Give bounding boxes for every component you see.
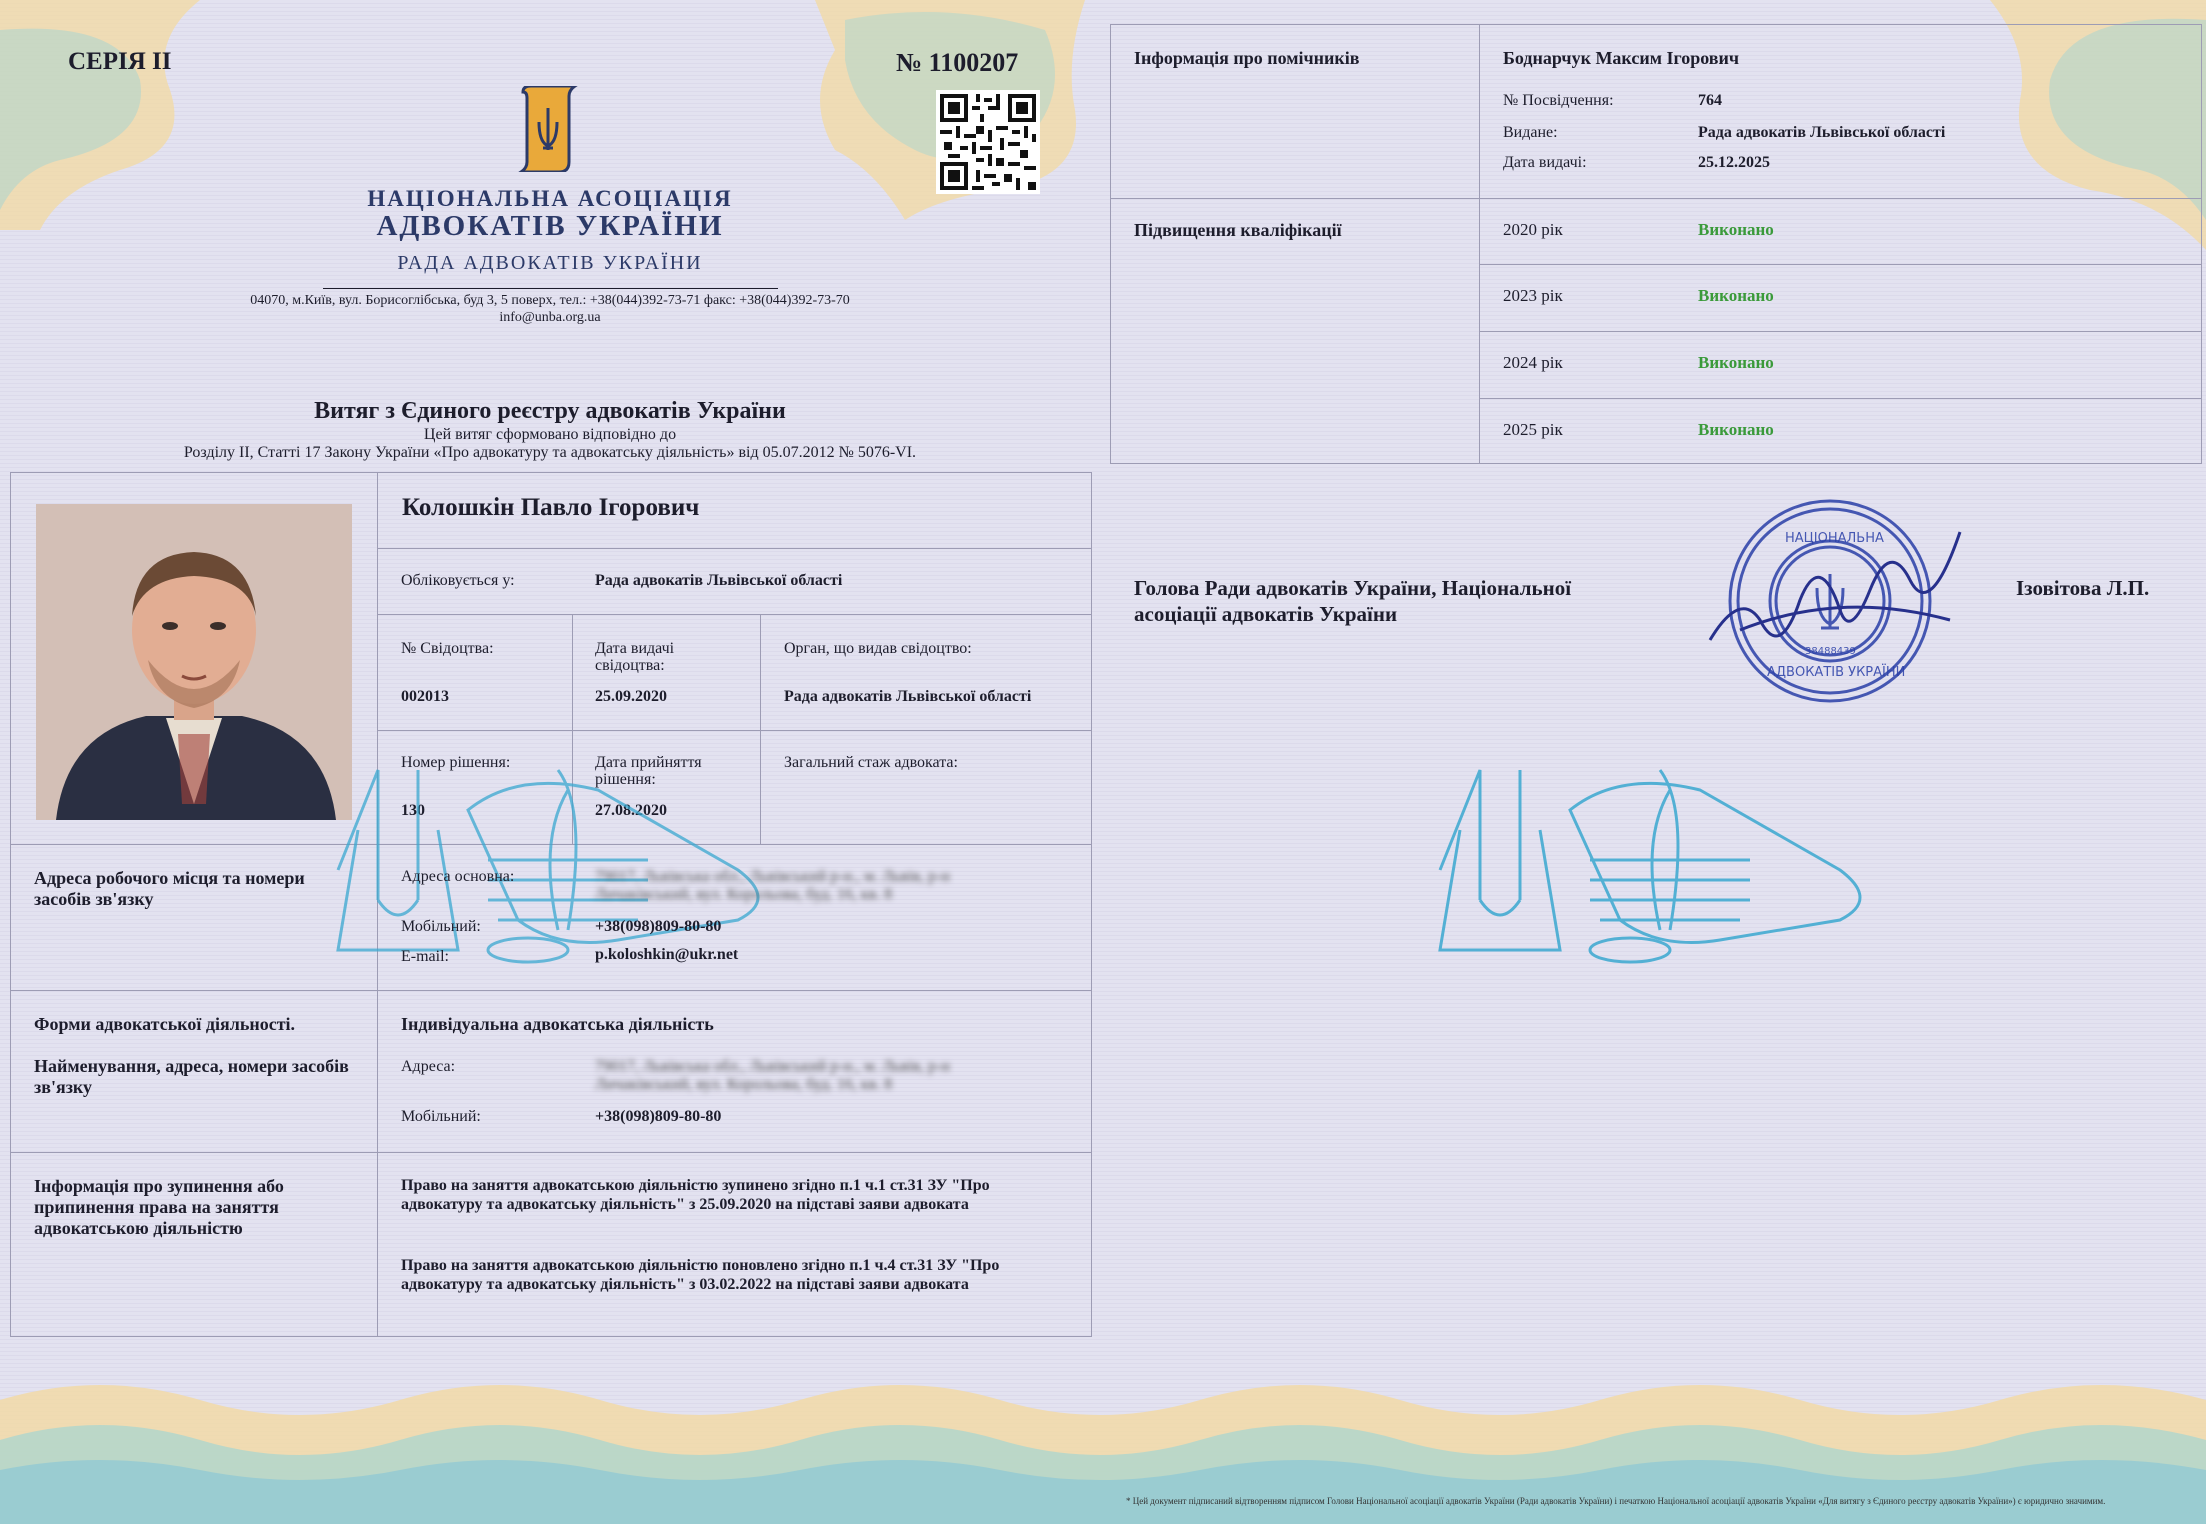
org-name-line-2: АДВОКАТІВ УКРАЇНИ bbox=[376, 210, 724, 242]
certificate-number-label: № Свідоцтва: bbox=[401, 640, 494, 657]
qualification-year: 2025 рік bbox=[1503, 420, 1563, 439]
svg-text:38488439: 38488439 bbox=[1805, 646, 1856, 657]
assistant-issued-label: Видане: bbox=[1503, 124, 1558, 141]
signer-position-line-1: Голова Ради адвокатів України, Національної bbox=[1134, 576, 1572, 600]
workplace-address-line-2: Личаківський, вул. Корольова, буд. 16, кв. 8 bbox=[595, 886, 893, 903]
forms-address-line-1: 79017, Львівська обл., Львівський р-н., м. Львів, р-н bbox=[595, 1058, 950, 1075]
org-email: info@unba.org.ua bbox=[499, 310, 601, 325]
forms-address-label: Адреса: bbox=[401, 1058, 456, 1075]
suspension-entry-1: Право на заняття адвокатською діяльністю зупинено згідно п.1 ч.1 ст.31 ЗУ "Про адвокатуру та адвокатську діяльність" з 25.09.2020 на підставі заяви адвоката bbox=[401, 1177, 990, 1213]
document-title: Витяг з Єдиного реєстру адвокатів України bbox=[314, 398, 786, 424]
workplace-address-line-1: 79017, Львівська обл., Львівський р-н., м. Львів, р-н bbox=[595, 868, 950, 885]
guilloche-top-left-decoration bbox=[0, 0, 200, 230]
workplace-address-label: Адреса основна: bbox=[401, 868, 515, 885]
assistants-label: Інформація про помічників bbox=[1134, 48, 1360, 68]
header-divider bbox=[323, 288, 778, 289]
document-subtitle-1: Цей витяг сформовано відповідно до bbox=[423, 426, 677, 443]
svg-text:АДВОКАТІВ УКРАЇНИ: АДВОКАТІВ УКРАЇНИ bbox=[1767, 665, 1906, 680]
lawyer-photo bbox=[36, 504, 352, 820]
org-address: 04070, м.Київ, вул. Борисоглібська, буд 3, 5 поверх, тел.: +38(044)392-73-71 факс: +38(044)392-73-70 bbox=[250, 293, 850, 308]
decision-date-value: 27.08.2020 bbox=[595, 802, 667, 819]
issuer-label: Орган, що видав свідоцтво: bbox=[784, 640, 972, 657]
qualification-status: Виконано bbox=[1698, 220, 1774, 239]
assistant-date-value: 25.12.2025 bbox=[1698, 154, 1770, 171]
footnote: * Цей документ підписаний відтворенням підписом Голови Національної асоціації адвокатів України (Ради адвокатів України) і печаткою Національної асоціації адвокатів України «Для витягу з Єдиного реєстру адвокатів України») є юридично значимим. bbox=[1126, 1496, 2106, 1506]
workplace-email-value[interactable]: p.koloshkin@ukr.net bbox=[595, 946, 739, 963]
svg-text:НАЦІОНАЛЬНА: НАЦІОНАЛЬНА bbox=[1785, 531, 1884, 546]
workplace-mobile-label: Мобільний: bbox=[401, 918, 481, 935]
org-name-line-1: НАЦІОНАЛЬНА АСОЦІАЦІЯ bbox=[367, 186, 733, 211]
qualification-year: 2020 рік bbox=[1503, 220, 1563, 239]
issuer-value: Рада адвокатів Львівської області bbox=[784, 688, 1032, 705]
signer-position-line-2: асоціації адвокатів України bbox=[1134, 602, 1398, 626]
org-council-name: РАДА АДВОКАТІВ УКРАЇНИ bbox=[397, 252, 703, 274]
law-emblem-right-icon bbox=[1420, 750, 1890, 990]
assistant-name: Боднарчук Максим Ігорович bbox=[1503, 48, 1740, 68]
forms-address-line-2: Личаківський, вул. Корольова, буд. 16, кв. 8 bbox=[595, 1076, 893, 1093]
assistant-id-label: № Посвідчення: bbox=[1503, 92, 1614, 109]
unba-logo-icon bbox=[517, 86, 579, 172]
registered-value: Рада адвокатів Львівської області bbox=[595, 572, 843, 589]
forms-section-sublabel: Найменування, адреса, номери засобів зв'язку bbox=[34, 1056, 349, 1097]
certificate-date-value: 25.09.2020 bbox=[595, 688, 667, 705]
lawyer-full-name: Колошкін Павло Ігорович bbox=[402, 494, 700, 521]
qualification-label: Підвищення кваліфікації bbox=[1134, 220, 1342, 240]
qualification-year: 2024 рік bbox=[1503, 353, 1563, 372]
certificate-number-value: 002013 bbox=[401, 688, 449, 705]
assistant-date-label: Дата видачі: bbox=[1503, 154, 1587, 171]
handwritten-signature bbox=[1700, 520, 1980, 670]
suspension-entry-2: Право на заняття адвокатською діяльністю поновлено згідно п.1 ч.4 ст.31 ЗУ "Про адвокатуру та адвокатську діяльність" з 03.02.2022 на підставі заяви адвоката bbox=[401, 1257, 1000, 1293]
document-subtitle-2: Розділу II, Статті 17 Закону України «Про адвокатуру та адвокатську діяльність» від 05.07.2012 № 5076-VI. bbox=[183, 444, 917, 461]
series-label: СЕРІЯ II bbox=[68, 48, 172, 75]
qualification-status: Виконано bbox=[1698, 353, 1774, 372]
experience-label: Загальний стаж адвоката: bbox=[784, 754, 958, 771]
registered-label: Обліковується у: bbox=[401, 572, 515, 589]
workplace-section-label: Адреса робочого місця та номери засобів зв'язку bbox=[34, 868, 305, 909]
forms-section-label: Форми адвокатської діяльності. bbox=[34, 1014, 296, 1034]
decision-date-label: Дата прийняття рішення: bbox=[595, 754, 702, 788]
suspension-section-label: Інформація про зупинення або припинення права на заняття адвокатською діяльністю bbox=[34, 1176, 284, 1238]
assistant-id-value: 764 bbox=[1698, 92, 1722, 109]
assistant-issued-value: Рада адвокатів Львівської області bbox=[1698, 124, 1946, 141]
forms-mobile-value: +38(098)809-80-80 bbox=[595, 1108, 722, 1125]
forms-mobile-label: Мобільний: bbox=[401, 1108, 481, 1125]
certificate-date-label: Дата видачі свідоцтва: bbox=[595, 640, 675, 674]
qr-code[interactable] bbox=[936, 90, 1040, 194]
decision-number-label: Номер рішення: bbox=[401, 754, 511, 771]
forms-activity-type: Індивідуальна адвокатська діяльність bbox=[401, 1014, 714, 1034]
workplace-mobile-value: +38(098)809-80-80 bbox=[595, 918, 722, 935]
qualification-year: 2023 рік bbox=[1503, 286, 1563, 305]
signer-name: Ізовітова Л.П. bbox=[2016, 576, 2150, 600]
qualification-status: Виконано bbox=[1698, 286, 1774, 305]
qualification-status: Виконано bbox=[1698, 420, 1774, 439]
workplace-email-label: E-mail: bbox=[401, 948, 449, 965]
document-number: № 1100207 bbox=[896, 48, 1019, 77]
decision-number-value: 130 bbox=[401, 802, 425, 819]
